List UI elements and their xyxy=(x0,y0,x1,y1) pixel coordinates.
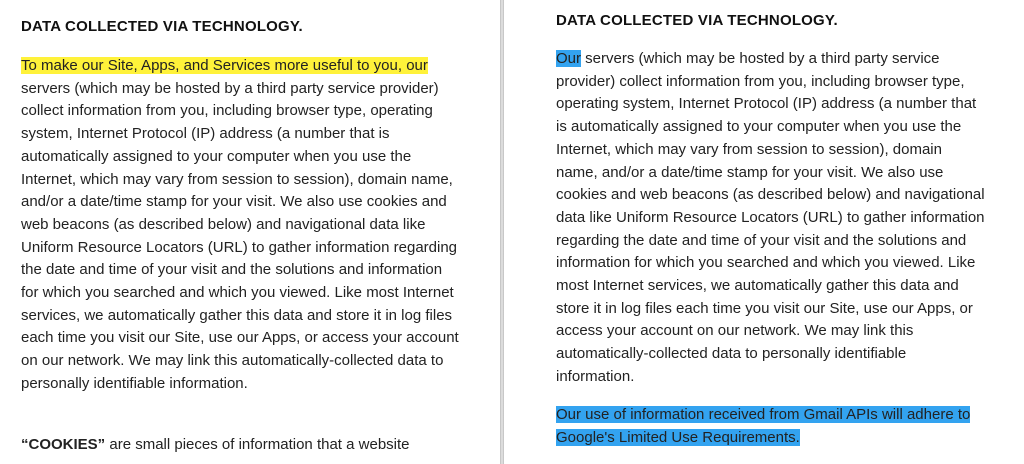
cookies-paragraph xyxy=(21,434,461,457)
paragraph-body-text: servers (which may be hosted by a third party service provider) collect information from you, including browser type, operating system, Internet Protocol (IP) address (a number that is automatically assigned to your computer when you use the Internet, which may vary from session to session), domain name, and/or a date/time stamp for your visit. We also use cookies and web beacons (as described below) and navigational data like Uniform Resource Locators (URL) to gather information regarding the date and time of your visit and the solutions and information for which you searched and which you viewed. Like most Internet services, we automatically gather this data and store it in log files each time you visit our Site, use our Apps, or access your account on our network. We may link this automatically-collected data to personally identifiable information. xyxy=(556,50,985,385)
blue-highlighted-text: Our xyxy=(556,50,582,67)
blue-highlighted-text: Our use of information received from Gmail APIs will adhere to Google's Limited Use Requirements. xyxy=(556,406,971,446)
yellow-highlighted-text: To make our Site, Apps, and Services more useful to you, our xyxy=(21,57,428,74)
right-document-pane xyxy=(504,0,1024,464)
paragraph-body-text: servers (which may be hosted by a third party service provider) collect information from you, including browser type, operating system, Internet Protocol (IP) address (a number that is automatically assigned to your computer when you use the Internet, which may vary from session to session), domain name, and/or a date/time stamp for your visit. We also use cookies and web beacons (as described below) and navigational data like Uniform Resource Locators (URL) to gather information regarding the date and time of your visit and the solutions and information for which you searched and which you viewed. Like most Internet services, we automatically gather this data and store it in log files each time you visit our Site, use our Apps, or access your account on our network. We may link this automatically-collected data to personally identifiable information. xyxy=(21,79,459,392)
data-collection-paragraph xyxy=(21,55,461,396)
data-collection-paragraph xyxy=(556,48,986,389)
cookies-term: “COOKIES” xyxy=(21,436,106,453)
left-document-pane xyxy=(0,0,500,464)
cookies-text: are small pieces of information that a website xyxy=(105,436,410,453)
section-heading: DATA COLLECTED VIA TECHNOLOGY. xyxy=(21,18,303,35)
gmail-api-paragraph xyxy=(556,404,986,449)
section-heading: DATA COLLECTED VIA TECHNOLOGY. xyxy=(556,12,838,29)
